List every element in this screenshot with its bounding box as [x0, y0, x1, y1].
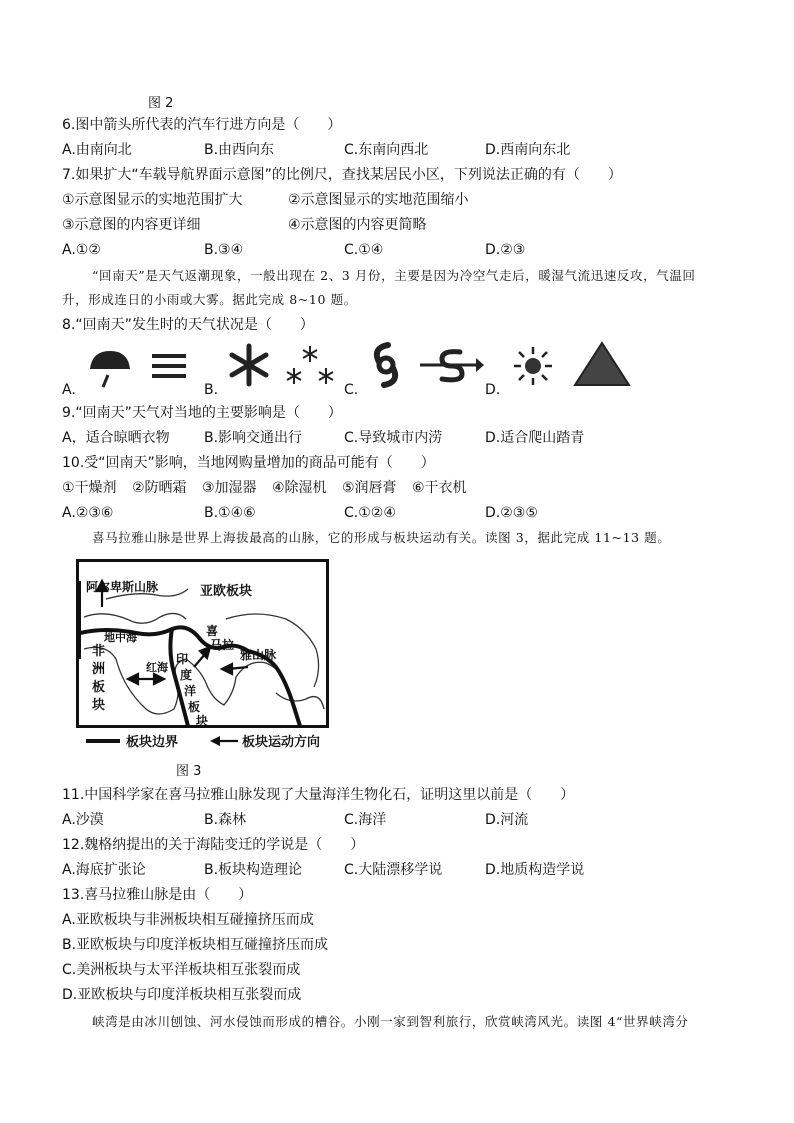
q9-option-a: A，适合晾晒衣物	[62, 430, 170, 446]
q7-option-c: C.①④	[344, 242, 384, 258]
q10-statement-3: ③加湿器	[202, 480, 257, 496]
question-8-stem: 8.“回南天”发生时的天气状况是（ ）	[62, 317, 314, 333]
q13-option-b: B.亚欧板块与印度洋板块相互碰撞挤压而成	[62, 937, 329, 953]
plate-tectonics-map	[76, 559, 329, 749]
q11-option-c: C.海洋	[344, 812, 387, 828]
indian-plate-label-2: 度	[180, 668, 193, 682]
q7-option-d: D.②③	[485, 242, 526, 258]
legend-boundary-label: 板块边界	[126, 735, 179, 749]
q7-statement-4: ④示意图的内容更简略	[288, 217, 427, 233]
q6-option-b: B.由西向东	[204, 142, 275, 158]
alps-label: 阿尔卑斯山脉	[86, 580, 159, 594]
passage-1-line-1: “回南天”是天气返潮现象，一般出现在 2、3 月份，主要是因为冷空气走后，暖湿气流迅速反攻，气温回	[92, 268, 696, 283]
q6-option-a: A.由南向北	[62, 142, 132, 158]
q7-option-b: B.③④	[204, 242, 244, 258]
snow-icon	[226, 342, 272, 388]
legend-motion-label: 板块运动方向	[242, 735, 321, 749]
indian-plate-label-3: 洋	[184, 684, 197, 698]
q13-option-a: A.亚欧板块与非洲板块相互碰撞挤压而成	[62, 912, 314, 928]
sunny-icon	[512, 345, 554, 387]
q12-option-d: D.地质构造学说	[485, 862, 585, 878]
african-plate-label-1: 非	[92, 644, 106, 659]
q10-statement-5: ⑤润唇膏	[342, 480, 397, 496]
question-11-stem: 11.中国科学家在喜马拉雅山脉发现了大量海洋生物化石，证明这里以前是（ ）	[62, 787, 575, 803]
african-plate-label-2: 洲	[92, 662, 106, 677]
q8-option-a-letter: A.	[62, 382, 76, 398]
q10-option-a: A.②③⑥	[62, 505, 114, 521]
heavy-snow-icon	[284, 344, 336, 388]
q6-option-d: D.西南向东北	[485, 142, 571, 158]
q9-option-b: B.影响交通出行	[204, 430, 303, 446]
q8-option-b-letter: B.	[204, 382, 219, 398]
himalaya-label-1: 喜	[206, 624, 219, 638]
q13-option-c: C.美洲板块与太平洋板块相互张裂而成	[62, 962, 301, 978]
eurasian-plate-label: 亚欧板块	[200, 584, 253, 599]
q10-statement-2: ②防晒霜	[132, 480, 187, 496]
question-9-stem: 9.“回南天”天气对当地的主要影响是（ ）	[62, 405, 342, 421]
red-sea-label: 红海	[146, 661, 168, 674]
q11-option-b: B.森林	[204, 812, 247, 828]
typhoon-icon	[364, 342, 408, 388]
q10-option-d: D.②③⑤	[485, 505, 538, 521]
q8-option-d-letter: D.	[485, 382, 501, 398]
q8-option-c-letter: C.	[344, 382, 359, 398]
mediterranean-label: 地中海	[104, 631, 137, 644]
q10-statement-6: ⑥干衣机	[412, 480, 467, 496]
himalaya-label-3: 雅山脉	[240, 648, 277, 662]
q9-option-c: C.导致城市内涝	[344, 430, 443, 446]
q12-option-a: A.海底扩张论	[62, 862, 146, 878]
question-7-stem: 7.如果扩大“车载导航界面示意图”的比例尺，查找某居民小区，下列说法正确的有（ ）	[62, 167, 622, 183]
question-13-stem: 13.喜马拉雅山脉是由（ ）	[62, 887, 253, 903]
q6-option-c: C.东南向西北	[344, 142, 429, 158]
q10-statement-1: ①干燥剂	[62, 480, 117, 496]
question-6-stem: 6.图中箭头所代表的汽车行进方向是（ ）	[62, 117, 342, 133]
haze-icon	[572, 340, 632, 388]
q13-option-d: D.亚欧板块与印度洋板块相互张裂而成	[62, 987, 302, 1003]
q12-option-b: B.板块构造理论	[204, 862, 303, 878]
figure-2-caption: 图 2	[148, 96, 174, 111]
q9-option-d: D.适合爬山踏青	[485, 430, 585, 446]
passage-2: 喜马拉雅山脉是世界上海拔最高的山脉，它的形成与板块运动有关。读图 3，据此完成 11~13 题。	[92, 530, 671, 545]
q7-statement-1: ①示意图显示的实地范围扩大	[62, 192, 243, 208]
q11-option-d: D.河流	[485, 812, 529, 828]
question-10-stem: 10.受“回南天”影响，当地网购量增加的商品可能有（ ）	[62, 455, 435, 471]
question-12-stem: 12.魏格纳提出的关于海陆变迁的学说是（ ）	[62, 837, 365, 853]
light-rain-icon	[86, 345, 134, 391]
fog-icon	[150, 350, 188, 384]
q12-option-c: C.大陆漂移学说	[344, 862, 443, 878]
passage-1-line-2: 升，形成连日的小雨或大雾。据此完成 8~10 题。	[62, 292, 357, 307]
q7-statement-3: ③示意图的内容更详细	[62, 217, 201, 233]
indian-plate-label-4: 板	[188, 700, 201, 714]
figure-3-caption: 图 3	[176, 764, 202, 779]
q10-option-c: C.①②④	[344, 505, 396, 521]
african-plate-label-3: 板	[92, 680, 106, 695]
q10-option-b: B.①④⑥	[204, 505, 256, 521]
african-plate-label-4: 块	[92, 698, 106, 713]
q7-option-a: A.①②	[62, 242, 101, 258]
passage-3: 峡湾是由冰川刨蚀、河水侵蚀而形成的槽谷。小刚一家到智利旅行，欣赏峡湾风光。读图 4“世界峡湾分	[92, 1014, 689, 1029]
sandstorm-icon	[416, 344, 486, 386]
q10-statement-4: ④除湿机	[272, 480, 327, 496]
indian-plate-label-1: 印	[176, 652, 189, 666]
himalaya-label-2: 马拉	[210, 638, 235, 652]
q11-option-a: A.沙漠	[62, 812, 104, 828]
q7-statement-2: ②示意图显示的实地范围缩小	[288, 192, 469, 208]
indian-plate-label-5: 块	[196, 714, 209, 728]
